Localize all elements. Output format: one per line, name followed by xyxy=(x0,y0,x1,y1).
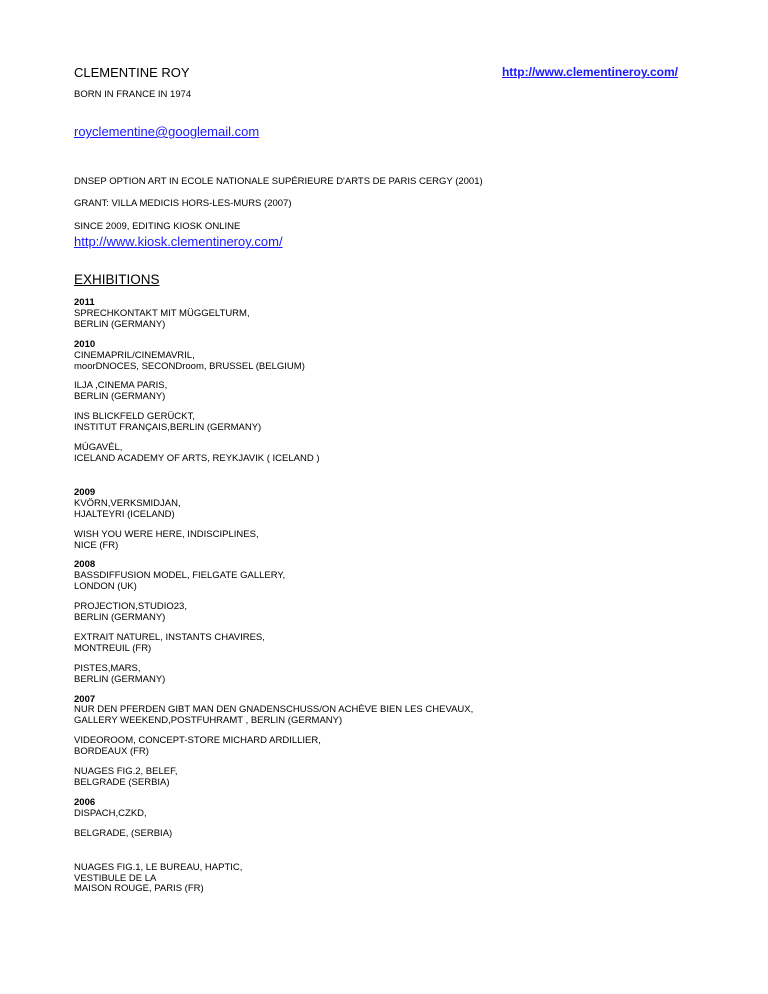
exhibition-year: 2007 xyxy=(74,693,96,705)
exhibition-location: BELGRADE, (SERBIA) xyxy=(74,827,173,839)
website-link[interactable]: http://www.clementineroy.com/ xyxy=(501,65,678,79)
exhibition-title: PISTES,MARS, xyxy=(74,662,141,674)
exhibition-entry xyxy=(74,443,674,465)
exhibition-entry xyxy=(74,381,674,403)
exhibition-entry xyxy=(74,767,674,789)
exhibition-title: KVÖRN,VERKSMIDJAN, xyxy=(74,497,181,509)
exhibition-location: moorDNOCES, SECONDroom, BRUSSEL (BELGIUM) xyxy=(74,360,305,372)
exhibition-entry xyxy=(74,340,674,373)
exhibition-title: VIDEOROOM, CONCEPT-STORE MICHARD ARDILLIER, xyxy=(74,735,321,747)
exhibition-location: BELGRADE (SERBIA) xyxy=(74,777,170,788)
exhibition-location: LONDON (UK) xyxy=(74,581,137,593)
exhibition-entry xyxy=(74,560,674,593)
exhibition-entry xyxy=(74,695,674,728)
exhibition-entry xyxy=(74,863,674,896)
exhibition-entry xyxy=(74,298,674,331)
exhibition-title: PROJECTION,STUDIO23, xyxy=(74,601,187,613)
exhibition-location: MONTREUIL (FR) xyxy=(74,642,152,654)
exhibition-location: BERLIN (GERMANY) xyxy=(74,391,166,403)
education-line: DNSEP OPTION ART IN ECOLE NATIONALE SUPÉRIEURE D'ARTS DE PARIS CERGY (2001) xyxy=(74,176,483,187)
exhibition-year: 2011 xyxy=(74,297,95,308)
exhibition-entry xyxy=(74,664,674,686)
exhibition-title: DISPACH,CZKD, xyxy=(74,807,147,819)
exhibition-venue: VESTIBULE DE LA xyxy=(74,872,157,884)
exhibition-entry xyxy=(74,633,674,655)
exhibition-year: 2010 xyxy=(74,338,96,350)
exhibition-title: EXTRAIT NATUREL, INSTANTS CHAVIRES, xyxy=(74,631,265,643)
exhibition-location: BORDEAUX (FR) xyxy=(74,746,149,758)
exhibition-title: NUAGES FIG.1, LE BUREAU, HAPTIC, xyxy=(74,861,243,873)
exhibition-title: NUAGES FIG.2, BELEF, xyxy=(74,766,178,778)
exhibition-title: SPRECHKONTAKT MIT MÜGGELTURM, xyxy=(74,307,250,319)
exhibition-title: NUR DEN PFERDEN GIBT MAN DEN GNADENSCHUSS/ON ACHÈVE BIEN LES CHEVAUX, xyxy=(74,704,474,716)
exhibition-entry xyxy=(74,488,674,521)
exhibition-year: 2008 xyxy=(74,559,96,571)
exhibition-location: MAISON ROUGE, PARIS (FR) xyxy=(74,883,204,895)
exhibition-location: BERLIN (GERMANY) xyxy=(74,612,166,624)
exhibition-year: 2006 xyxy=(74,796,96,808)
exhibition-title: CINEMAPRIL/CINEMAVRIL, xyxy=(74,349,195,361)
birth-info: BORN IN FRANCE IN 1974 xyxy=(74,89,192,100)
grant-line: GRANT: VILLA MEDICIS HORS-LES-MURS (2007) xyxy=(74,198,292,209)
exhibition-location: HJALTEYRI (ICELAND) xyxy=(74,508,175,520)
exhibition-location: INSTITUT FRANÇAIS,BERLIN (GERMANY) xyxy=(74,422,262,434)
exhibition-year: 2009 xyxy=(74,486,96,498)
exhibition-entry xyxy=(74,736,674,758)
kiosk-editing-line: SINCE 2009, EDITING KIOSK ONLINE xyxy=(74,221,241,232)
exhibition-entry xyxy=(74,412,674,434)
exhibitions-list xyxy=(74,298,674,904)
exhibition-title: BASSDIFFUSION MODEL, FIELGATE GALLERY, xyxy=(74,570,286,582)
exhibitions-heading: EXHIBITIONS xyxy=(74,272,160,287)
exhibition-location: BERLIN (GERMANY) xyxy=(74,318,166,330)
exhibition-entry xyxy=(74,530,674,552)
artist-name: CLEMENTINE ROY xyxy=(74,65,190,80)
exhibition-entry xyxy=(74,602,674,624)
exhibition-entry xyxy=(74,798,674,820)
email-link[interactable]: royclementine@googlemail.com xyxy=(74,124,260,139)
exhibition-title: MÚGAVÉL, xyxy=(74,442,123,454)
kiosk-link[interactable]: http://www.kiosk.clementineroy.com/ xyxy=(74,234,283,249)
exhibition-title: INS BLICKFELD GERÜCKT, xyxy=(74,411,195,423)
exhibition-location: ICELAND ACADEMY OF ARTS, REYKJAVIK ( ICELAND ) xyxy=(74,452,320,464)
exhibition-entry xyxy=(74,829,674,840)
exhibition-location: NICE (FR) xyxy=(74,539,119,551)
exhibition-title: WISH YOU WERE HERE, INDISCIPLINES, xyxy=(74,528,259,540)
exhibition-title: ILJA ,CINEMA PARIS, xyxy=(74,380,168,392)
exhibition-location: GALLERY WEEKEND,POSTFUHRAMT , BERLIN (GERMANY) xyxy=(74,715,343,727)
exhibition-location: BERLIN (GERMANY) xyxy=(74,673,166,685)
